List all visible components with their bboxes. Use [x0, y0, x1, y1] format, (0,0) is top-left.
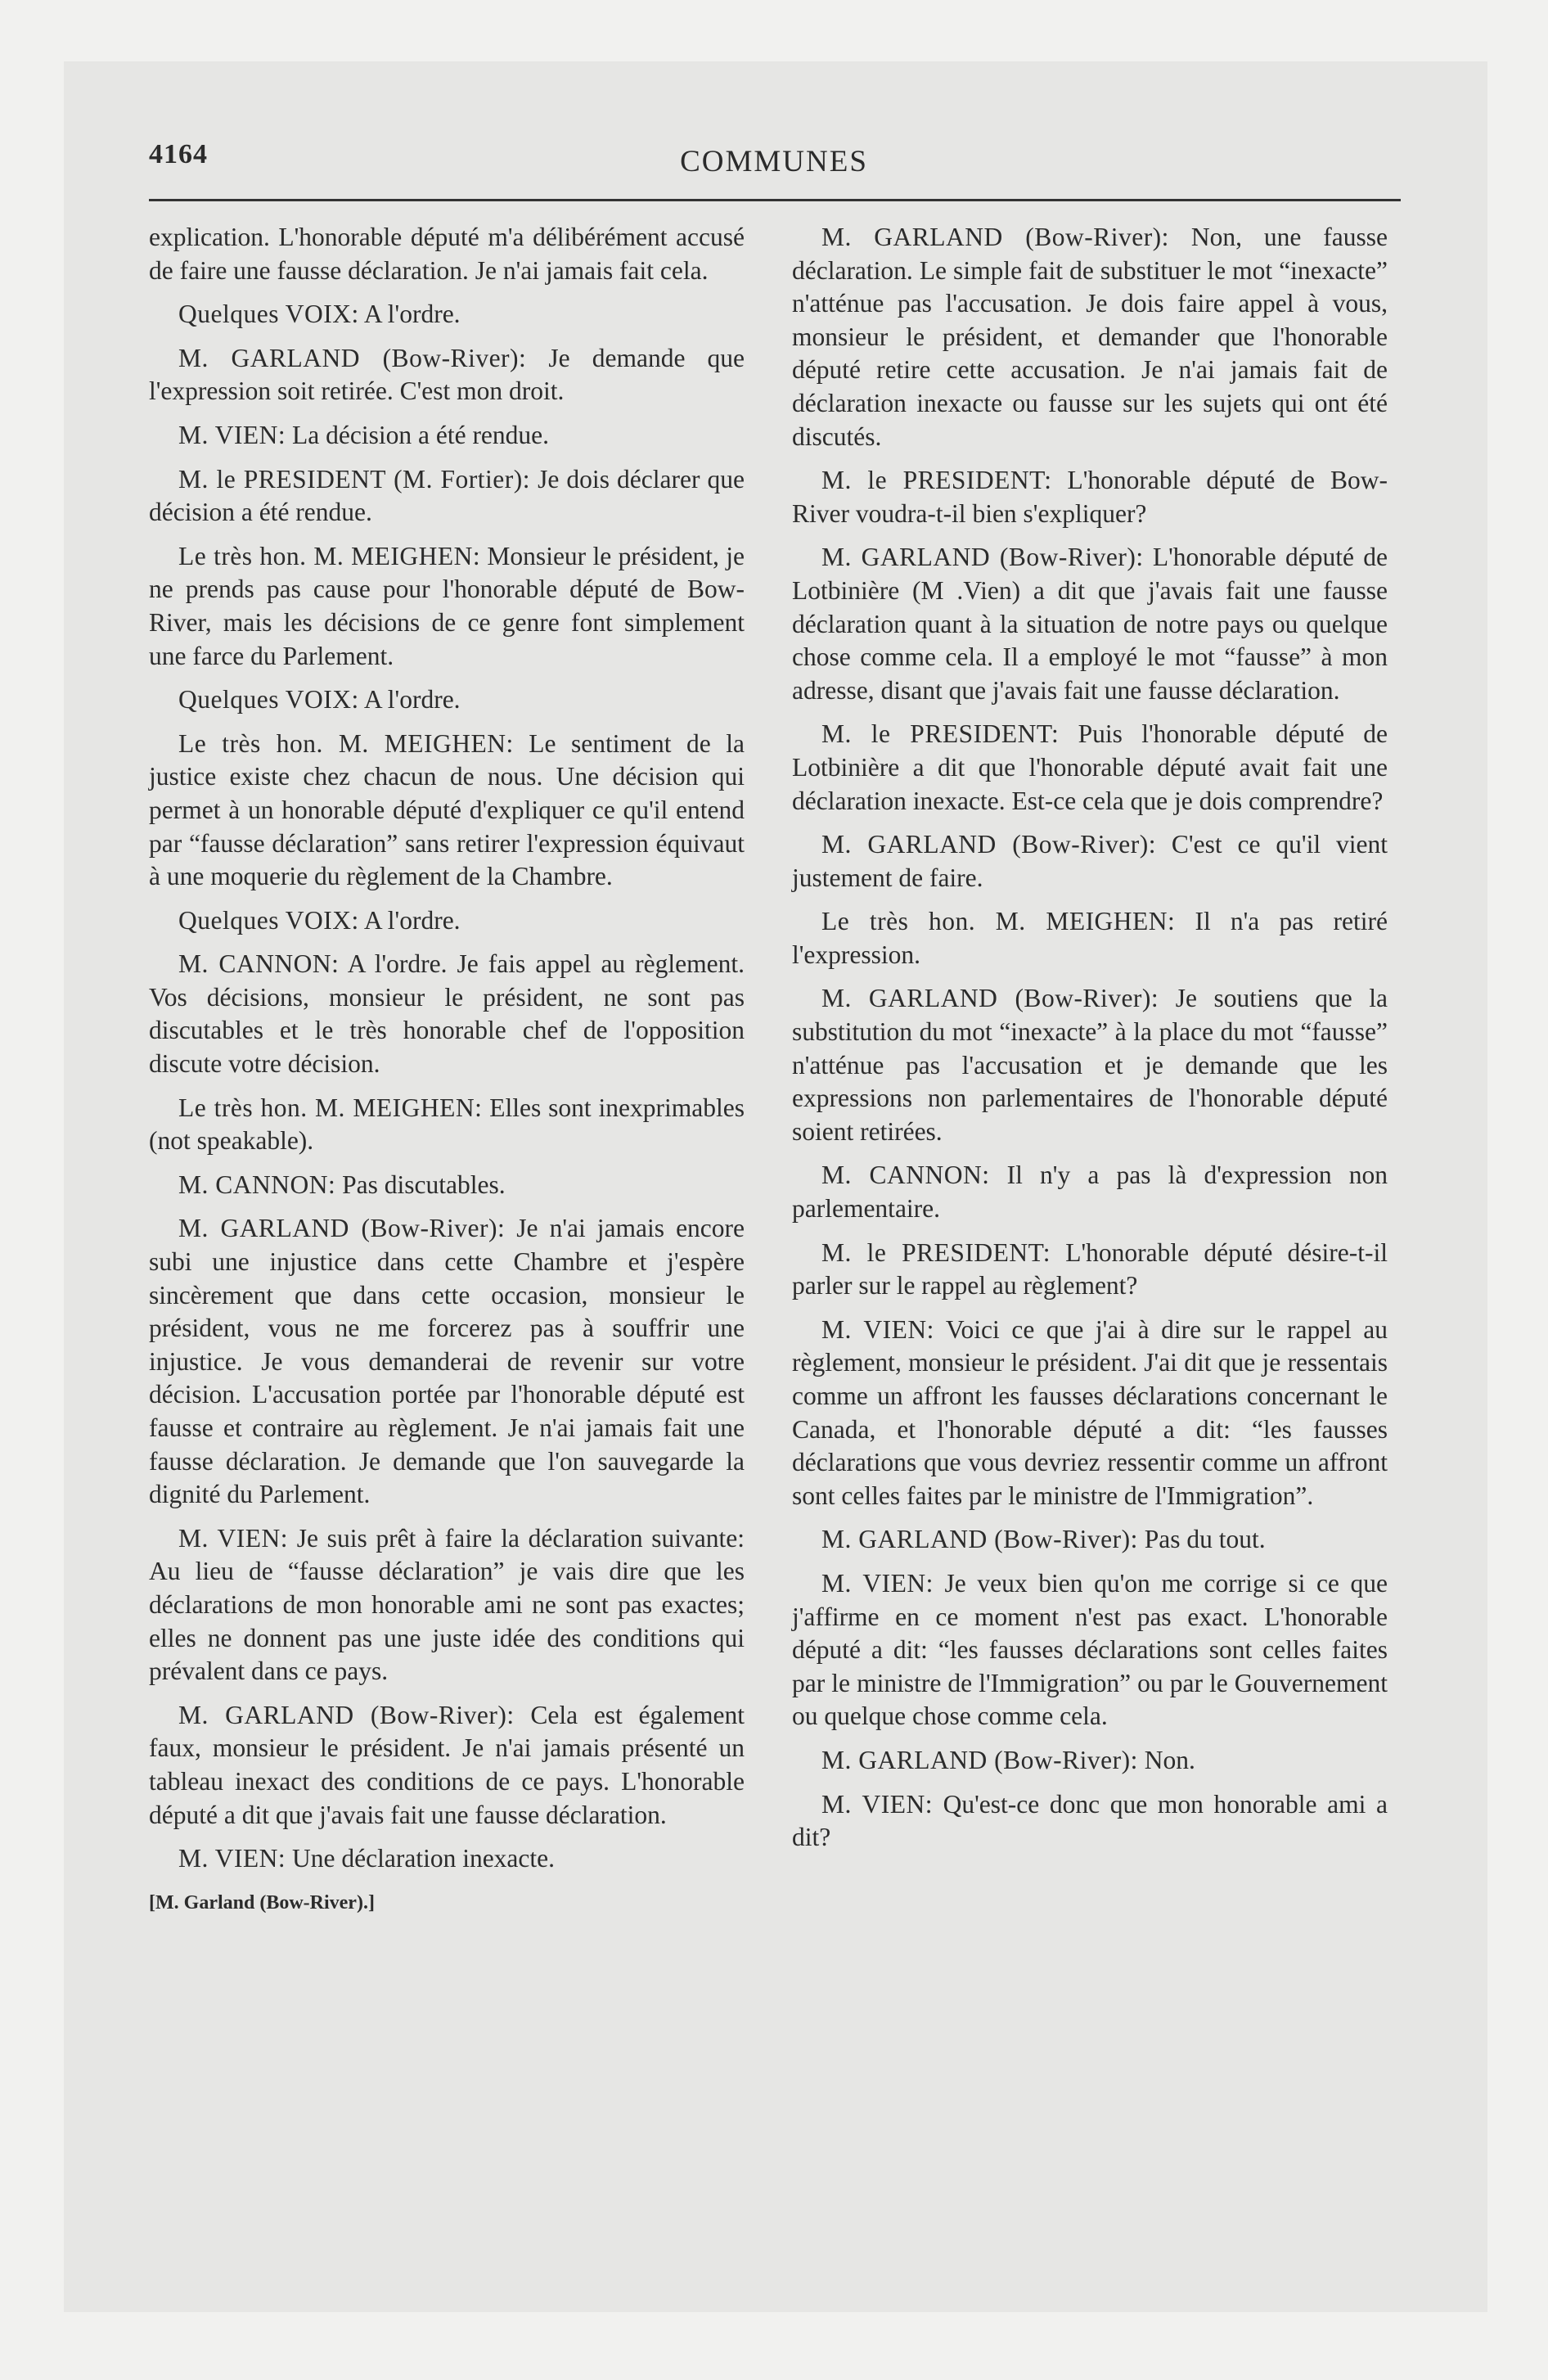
- paragraph-text: Pas discutables.: [342, 1170, 506, 1199]
- speaker: M. le PRESIDENT:: [821, 466, 1052, 495]
- paragraph-text: L'honorable député de Bow-River voudra-t-il bien s'expliquer?: [792, 466, 1388, 528]
- speaker: M. GARLAND (Bow-River):: [821, 543, 1144, 572]
- paragraph: [792, 982, 1388, 1148]
- paragraph: [792, 541, 1388, 707]
- paragraph: [149, 904, 745, 938]
- paragraph-text: Je soutiens que la substitution du mot “inexacte” à la place du mot “fausse” n'atténue pas l'accusation et je demande que les expressions non parlementaires de l'honorable député soient retirées.: [792, 984, 1388, 1146]
- paragraph: [149, 419, 745, 453]
- speaker: Quelques VOIX:: [178, 905, 359, 935]
- speaker: M. VIEN:: [821, 1314, 934, 1344]
- paragraph-text: Je veux bien qu'on me corrige si ce que j'affirme en ce moment n'est pas exact. L'honorable député a dit: “les fausses déclarations sont celles faites par le ministre de l'Immigration” ou par le Gouvernement ou quelque chose comme cela.: [792, 1568, 1388, 1731]
- paragraph: [149, 728, 745, 894]
- paragraph-text: explication. L'honorable député m'a délibérément accusé de faire une fausse déclaration. Je n'ai jamais fait cela.: [149, 223, 745, 285]
- paragraph-text: Je n'ai jamais encore subi une injustice dans cette Chambre et j'espère sincèrement que dans cette occasion, monsieur le président, vous ne me forcerez pas à souffrir une injustice. Je vous demanderai de revenir sur votre décision. L'accusation portée par l'honorable député est fausse et contraire au règlement. Je n'ai jamais fait une fausse déclaration. Je demande que l'on sauvegarde la dignité du Parlement.: [149, 1214, 745, 1509]
- paragraph: [149, 1212, 745, 1511]
- paragraph-text: Voici ce que j'ai à dire sur le rappel au règlement, monsieur le président. J'ai dit que je ressentais comme un affront les fausses déclarations concernant le Canada, et l'honorable député a dit: “les fausses déclarations que vous devriez ressentir comme un affront sont celles faites par le ministre de l'Immigration”.: [792, 1314, 1388, 1510]
- paragraph: [149, 221, 745, 287]
- paragraph: [149, 1699, 745, 1832]
- paragraph: [149, 298, 745, 331]
- speaker: M. GARLAND (Bow-River):: [178, 1700, 515, 1729]
- speaker: Le très hon. M. MEIGHEN:: [178, 541, 481, 570]
- right-column: [792, 221, 1388, 1865]
- paragraph: [149, 1169, 745, 1202]
- paragraph-text: Non, une fausse déclaration. Le simple fait de substituer le mot “inexacte” n'atténue pas l'accusation. Je dois faire appel à vous, monsieur le président, et demander que l'honorable député retire cette accusation. Je n'ai jamais fait de déclaration inexacte ou fausse sur les sujets qui ont été discutés.: [792, 223, 1388, 451]
- footer-speaker-tag: [M. Garland (Bow-River).]: [149, 1891, 375, 1913]
- speaker: M. le PRESIDENT (M. Fortier):: [178, 464, 531, 494]
- paragraph-text: Monsieur le président, je ne prends pas cause pour l'honorable député de Bow-River, mais les décisions de ce genre font simplement une farce du Parlement.: [149, 541, 745, 670]
- page-number: 4164: [149, 139, 208, 169]
- paragraph: [792, 221, 1388, 453]
- paragraph: [792, 1159, 1388, 1225]
- speaker: M. GARLAND (Bow-River):: [178, 343, 527, 372]
- paragraph: [792, 718, 1388, 818]
- paragraph: [792, 1237, 1388, 1303]
- paragraph-text: Je demande que l'expression soit retirée. C'est mon droit.: [149, 343, 745, 406]
- paragraph: [149, 1092, 745, 1158]
- paragraph: [149, 683, 745, 717]
- speaker: M. VIEN:: [178, 1523, 289, 1553]
- paragraph-text: Le sentiment de la justice existe chez chacun de nous. Une décision qui permet à un honorable député d'expliquer ce qu'il entend par “fausse déclaration” sans retirer l'expression équivaut à une moquerie du règlement de la Chambre.: [149, 728, 745, 891]
- speaker: M. CANNON:: [178, 1170, 336, 1199]
- paragraph-text: A l'ordre.: [363, 300, 461, 329]
- paragraph: [149, 948, 745, 1080]
- paragraph: [792, 1744, 1388, 1778]
- speaker: M. GARLAND (Bow-River):: [821, 223, 1169, 251]
- speaker: Quelques VOIX:: [178, 300, 359, 329]
- left-column: [149, 221, 745, 1919]
- paragraph-text: Cela est également faux, monsieur le président. Je n'ai jamais présenté un tableau inexact des conditions de ce pays. L'honorable député a dit que j'avais fait une fausse déclaration.: [149, 1700, 745, 1829]
- paragraph: [149, 342, 745, 408]
- paragraph: [149, 1522, 745, 1688]
- paragraph: [792, 1788, 1388, 1855]
- speaker: M. le PRESIDENT:: [821, 719, 1060, 749]
- paragraph-text: Je dois déclarer que décision a été rendue.: [149, 464, 745, 527]
- speaker: M. GARLAND (Bow-River):: [821, 984, 1159, 1013]
- paragraph-text: L'honorable député désire-t-il parler sur le rappel au règlement?: [792, 1237, 1388, 1300]
- speaker: M. GARLAND (Bow-River):: [821, 830, 1156, 859]
- speaker: M. VIEN:: [821, 1789, 933, 1819]
- speaker: Le très hon. M. MEIGHEN:: [178, 728, 514, 758]
- paragraph-text: Il n'a pas retiré l'expression.: [792, 907, 1388, 969]
- paragraph: [792, 1523, 1388, 1557]
- paragraph: [792, 1567, 1388, 1733]
- paragraph-text: A l'ordre. Je fais appel au règlement. Vos décisions, monsieur le président, ne sont pas discutables et le très honorable chef de l'opposition discute votre décision.: [149, 949, 745, 1079]
- running-head-title: COMMUNES: [680, 145, 868, 178]
- paragraph: [149, 540, 745, 673]
- paragraph: [792, 464, 1388, 530]
- paragraph: [149, 463, 745, 530]
- paragraph-text: Qu'est-ce donc que mon honorable ami a dit?: [792, 1789, 1388, 1852]
- speaker: M. GARLAND (Bow-River):: [821, 1525, 1138, 1554]
- speaker: Le très hon. M. MEIGHEN:: [178, 1093, 483, 1122]
- speaker: M. GARLAND (Bow-River):: [178, 1214, 506, 1243]
- paragraph: [149, 1842, 745, 1876]
- speaker: M. VIEN:: [821, 1568, 934, 1598]
- speaker: Quelques VOIX:: [178, 685, 359, 714]
- speaker: M. GARLAND (Bow-River):: [821, 1745, 1138, 1774]
- paragraph-text: Non.: [1144, 1745, 1195, 1774]
- paragraph-text: Il n'y a pas là d'expression non parlementaire.: [792, 1161, 1388, 1224]
- speaker: M. le PRESIDENT:: [821, 1237, 1051, 1267]
- speaker: M. CANNON:: [178, 949, 340, 979]
- paragraph-text: Pas du tout.: [1144, 1525, 1266, 1554]
- paragraph: [792, 905, 1388, 971]
- paragraph-text: C'est ce qu'il vient justement de faire.: [792, 830, 1388, 892]
- paragraph-text: Elles sont inexprimables (not speakable).: [149, 1093, 745, 1156]
- speaker: M. VIEN:: [178, 1844, 286, 1873]
- paragraph-text: Puis l'honorable député de Lotbinière a dit que l'honorable député avait fait une déclaration inexacte. Est-ce cela que je dois comprendre?: [792, 719, 1388, 815]
- speaker: M. CANNON:: [821, 1161, 990, 1190]
- paragraph-text: Une déclaration inexacte.: [292, 1844, 555, 1873]
- speaker: Le très hon. M. MEIGHEN:: [821, 907, 1176, 936]
- paragraph-text: A l'ordre.: [363, 685, 461, 714]
- paragraph-text: A l'ordre.: [363, 905, 461, 935]
- header-rule: [149, 199, 1401, 201]
- paragraph-text: Je suis prêt à faire la déclaration suivante: Au lieu de “fausse déclaration” je vais dire que les déclarations de mon honorable ami ne sont pas exactes; elles ne donnent pas une juste idée des conditions qui prévalent dans ce pays.: [149, 1523, 745, 1686]
- paragraph: [792, 828, 1388, 895]
- paragraph: [792, 1314, 1388, 1513]
- paragraph-text: La décision a été rendue.: [292, 420, 550, 449]
- speaker: M. VIEN:: [178, 420, 286, 449]
- paragraph-text: L'honorable député de Lotbinière (M .Vien) a dit que j'avais fait une fausse déclaration quant à la situation de notre pays ou quelque chose comme cela. Il a employé le mot “fausse” à mon adresse, disant que j'avais fait une fausse déclaration.: [792, 543, 1388, 705]
